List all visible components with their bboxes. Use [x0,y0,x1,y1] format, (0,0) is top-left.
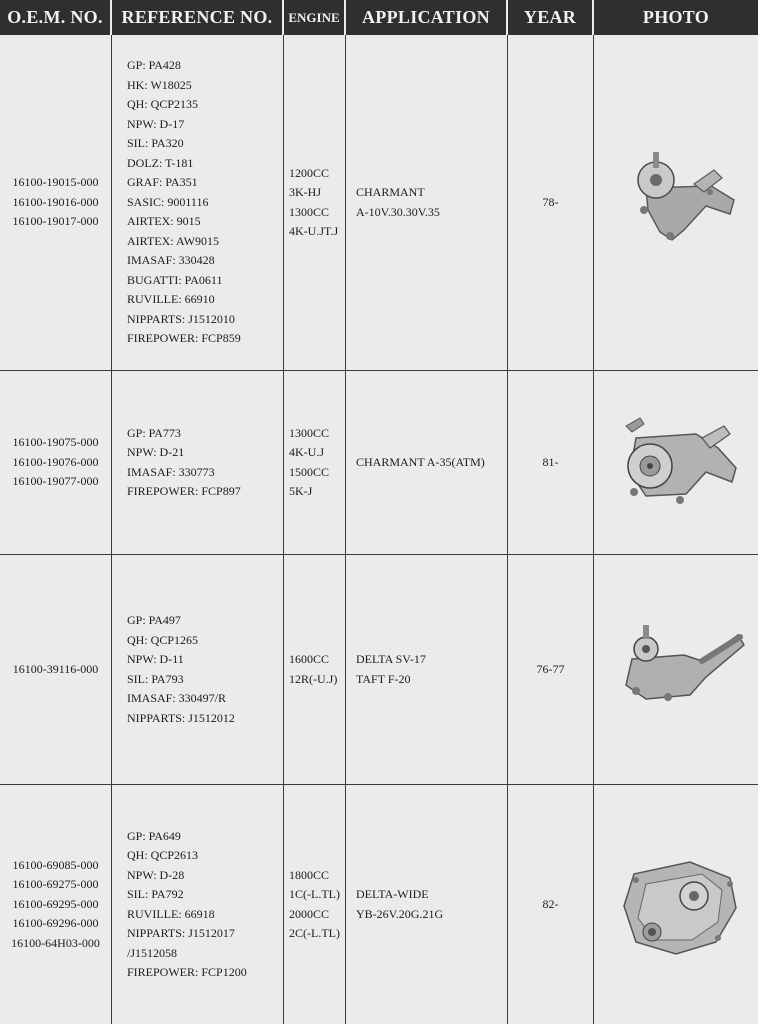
year-cell [508,35,594,370]
engine-entry: 1300CC [289,204,330,219]
water-pump-photo-icon [606,148,746,258]
application-entry: YB-26V.20G.21G [356,906,444,921]
oem-numbers [0,35,112,370]
reference-entry: GP: PA649 [127,828,181,843]
reference-entry: NIPPARTS: J1512012 [127,710,235,725]
reference-entry: GP: PA497 [127,613,181,627]
engine-entry: 1300CC [289,425,330,440]
photo-cell [594,785,758,1024]
engine-entry: 1200CC [289,165,330,180]
oem-number: 16100-19016-000 [12,194,99,209]
application-cell [346,371,508,554]
reference-numbers [112,35,284,370]
application-entry: TAFT F-20 [356,671,411,686]
oem-number: 16100-19075-000 [12,435,99,450]
photo-cell [594,555,758,784]
year-value: 78- [542,194,559,209]
oem-numbers [0,555,112,784]
engine-entry: 12R(-U.J) [289,671,338,686]
oem-number: 16100-64H03-000 [11,935,100,950]
reference-entry: GRAF: PA351 [127,175,198,190]
water-pump-photo-icon [606,615,746,725]
reference-entry: QH: QCP2135 [127,97,199,112]
reference-numbers [112,785,284,1024]
engine-entry: 2000CC [289,906,330,921]
table-row [0,785,758,1024]
reference-entry: DOLZ: T-181 [127,155,194,170]
reference-entry: AIRTEX: AW9015 [127,233,219,248]
header-oem: O.E.M. NO. [0,0,112,35]
application-entry: CHARMANT A-35(ATM) [356,454,485,469]
reference-entry: SIL: PA793 [127,671,184,686]
reference-entry: IMASAF: 330773 [127,464,215,479]
photo-cell [594,371,758,554]
header-year: YEAR [508,0,594,35]
year-value: 76-77 [536,661,565,676]
engine-entry: 1C(-L.TL) [289,887,340,901]
year-cell [508,785,594,1024]
reference-numbers [112,555,284,784]
reference-entry: NPW: D-17 [127,116,185,131]
table-row [0,371,758,555]
engine-entry: 1500CC [289,464,330,479]
oem-numbers [0,371,112,554]
reference-entry: FIREPOWER: FCP897 [127,484,241,498]
oem-number: 16100-39116-000 [12,661,99,676]
engine-cell [284,35,346,370]
oem-number: 16100-19015-000 [12,175,99,190]
header-engine: ENGINE [284,0,346,35]
reference-entry: GP: PA428 [127,58,181,73]
reference-entry: NPW: D-21 [127,445,185,459]
engine-entry: 4K-U.J [289,445,324,459]
application-entry: DELTA SV-17 [356,652,426,666]
reference-entry: SIL: PA320 [127,136,184,151]
application-entry: A-10V.30.30V.35 [356,204,440,219]
reference-entry: HK: W18025 [127,77,192,92]
engine-cell [284,371,346,554]
reference-entry: NIPPARTS: J1512017 [127,926,235,940]
table-header [0,0,758,35]
header-application: APPLICATION [346,0,508,35]
reference-entry: FIREPOWER: FCP1200 [127,965,247,979]
reference-numbers [112,371,284,554]
application-entry: DELTA-WIDE [356,887,429,901]
application-cell [346,35,508,370]
engine-entry: 1800CC [289,867,330,882]
table-row [0,555,758,785]
reference-entry: /J1512058 [127,945,178,960]
reference-entry: QH: QCP2613 [127,848,199,862]
water-pump-photo-icon [606,408,746,518]
application-cell [346,785,508,1024]
reference-entry: BUGATTI: PA0611 [127,272,223,287]
reference-entry: QH: QCP1265 [127,632,199,647]
oem-number: 16100-69295-000 [12,896,99,911]
reference-entry: AIRTEX: 9015 [127,214,201,229]
application-entry: CHARMANT [356,185,425,199]
reference-entry: NPW: D-28 [127,867,185,882]
year-cell [508,371,594,554]
reference-entry: RUVILLE: 66918 [127,906,215,921]
engine-entry: 4K-U.JT.J [289,224,339,238]
reference-entry: GP: PA773 [127,425,181,440]
year-value: 82- [542,896,559,911]
reference-entry: RUVILLE: 66910 [127,292,215,307]
engine-entry: 5K-J [289,484,313,498]
reference-entry: SIL: PA792 [127,887,184,901]
oem-number: 16100-69085-000 [12,857,99,872]
oem-numbers [0,785,112,1024]
engine-cell [284,555,346,784]
oem-number: 16100-69296-000 [12,916,99,931]
reference-entry: IMASAF: 330497/R [127,691,227,705]
oem-number: 16100-19017-000 [12,214,99,229]
oem-number: 16100-69275-000 [12,877,99,892]
year-value: 81- [542,454,559,469]
engine-cell [284,785,346,1024]
reference-entry: NIPPARTS: J1512010 [127,311,235,326]
reference-entry: NPW: D-11 [127,652,184,666]
engine-entry: 1600CC [289,652,330,666]
oem-number: 16100-19077-000 [12,474,99,489]
reference-entry: FIREPOWER: FCP859 [127,331,241,346]
engine-entry: 2C(-L.TL) [289,926,340,940]
reference-entry: SASIC: 9001116 [127,194,209,209]
year-cell [508,555,594,784]
engine-entry: 3K-HJ [289,185,321,199]
photo-cell [594,35,758,370]
application-cell [346,555,508,784]
reference-entry: IMASAF: 330428 [127,253,215,268]
header-photo: PHOTO [642,7,710,27]
header-reference: REFERENCE NO. [112,0,284,35]
table-row [0,35,758,371]
water-pump-photo-icon [606,850,746,960]
oem-number: 16100-19076-000 [12,454,99,469]
